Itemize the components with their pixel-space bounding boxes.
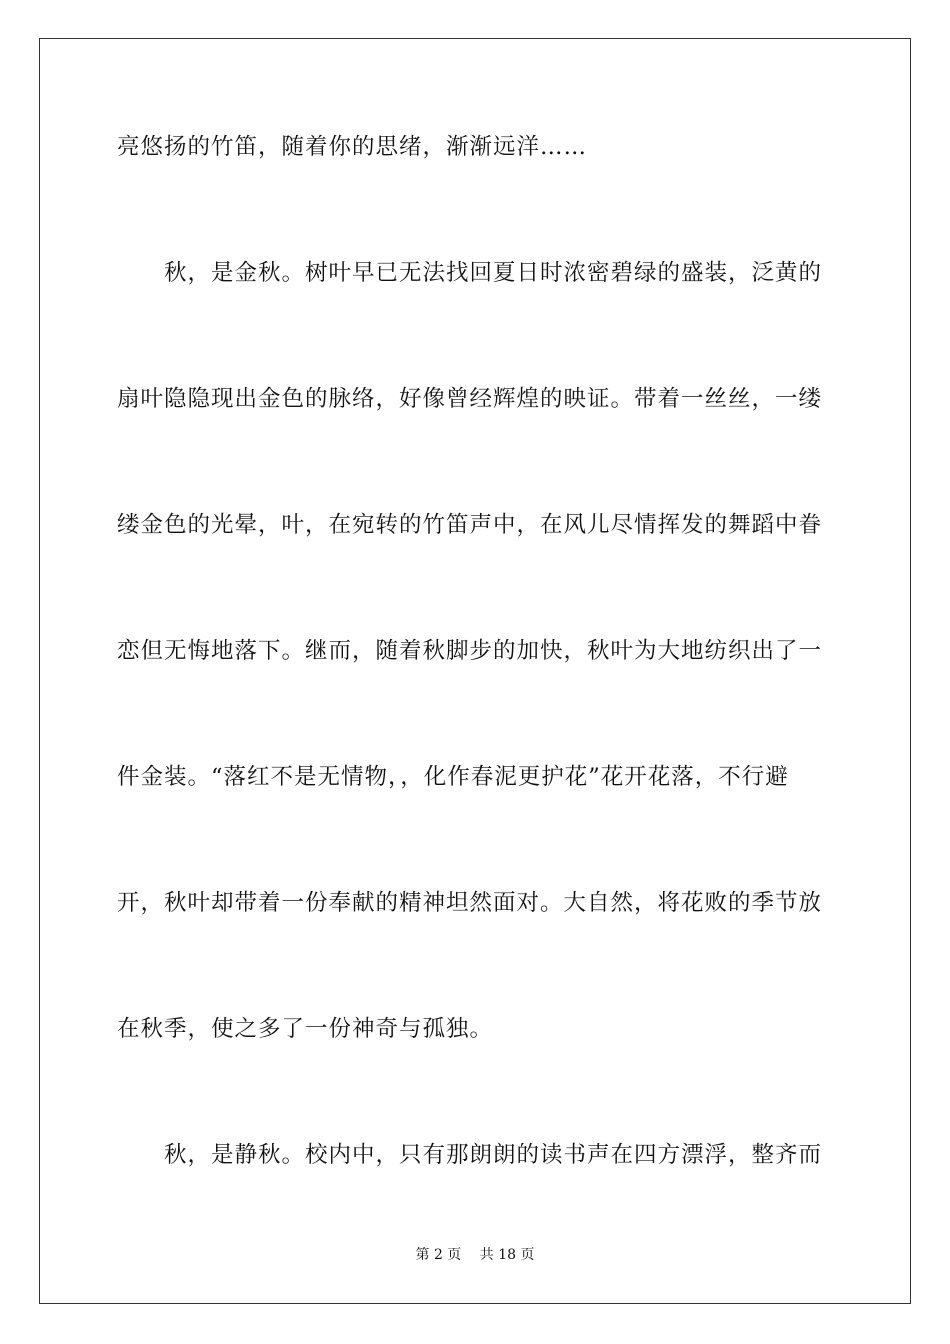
text-line-2: 秋，是金秋。树叶早已无法找回夏日时浓密碧绿的盛装，泛黄的 — [117, 260, 823, 286]
text-line-7: 开，秋叶却带着一份奉献的精神坦然面对。大自然，将花败的季节放 — [117, 890, 823, 916]
text-line-1: 亮悠扬的竹笛，随着你的思绪，渐渐远洋…… — [117, 134, 588, 160]
text-line-9: 秋，是静秋。校内中，只有那朗朗的读书声在四方漂浮，整齐而 — [117, 1142, 823, 1168]
text-line-4: 缕金色的光晕，叶，在宛转的竹笛声中，在风儿尽情挥发的舞蹈中眷 — [117, 512, 823, 538]
page-number-footer: 第 2 页 共 18 页 — [415, 1247, 535, 1263]
text-line-8: 在秋季，使之多了一份神奇与孤独。 — [117, 1016, 494, 1042]
page-border — [39, 38, 911, 1304]
text-line-3: 扇叶隐隐现出金色的脉络，好像曾经辉煌的映证。带着一丝丝，一缕 — [117, 386, 823, 412]
text-line-5: 恋但无悔地落下。继而，随着秋脚步的加快，秋叶为大地纺织出了一 — [117, 638, 823, 664]
text-line-6: 件金装。“落红不是无情物，，化作春泥更护花”花开花落，不行避 — [117, 764, 789, 790]
